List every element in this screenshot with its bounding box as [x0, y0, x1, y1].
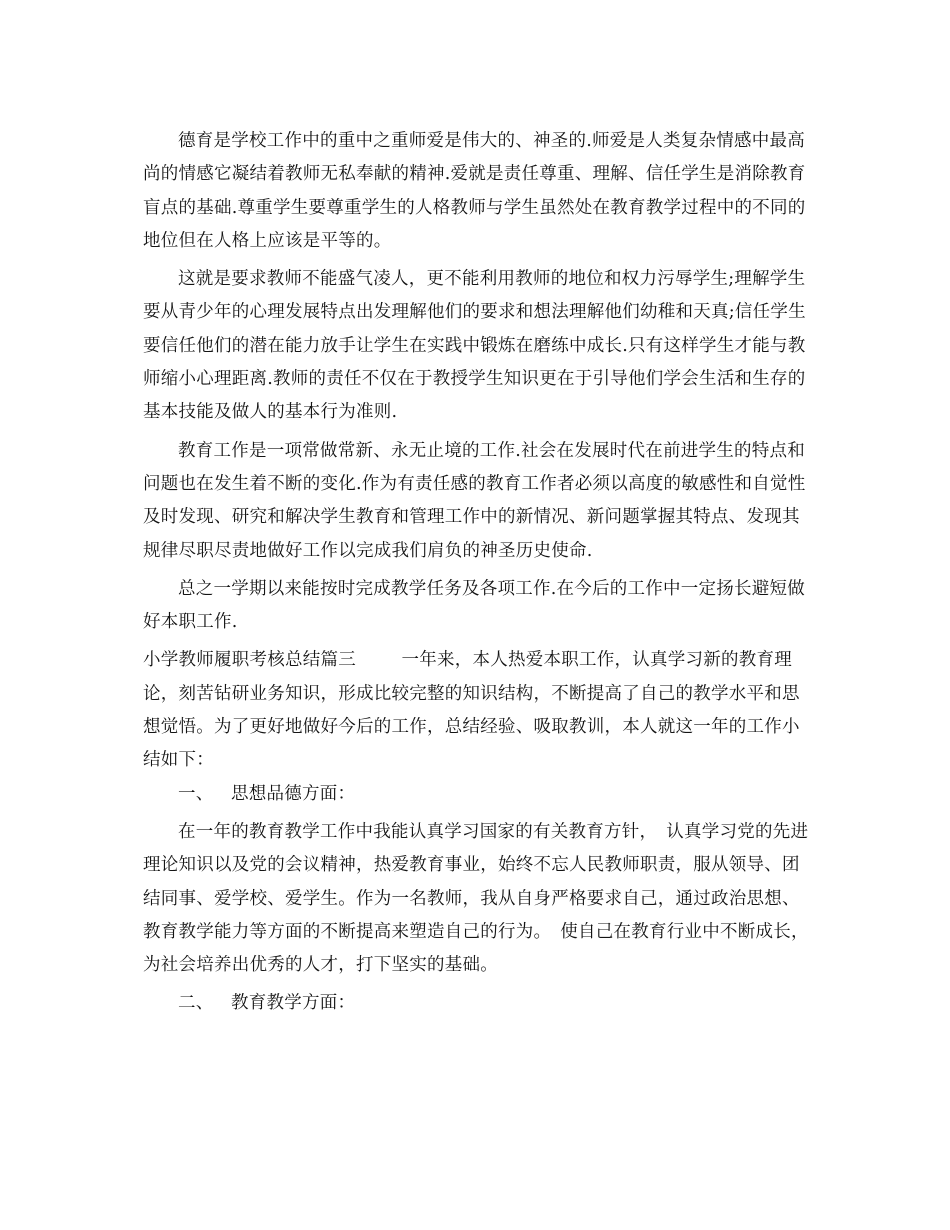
subsection-heading-2 — [143, 987, 809, 1020]
paragraph-education-work: 教育工作是一项常做常新、永无止境的工作.社会在发展时代在前进学生的特点和问题也在发生着不断的变化.作为有责任感的教育工作者必须以高度的敏感性和自觉性及时发现、研究和解决学生教育和管理工作中的新情况、新问题掌握其特点、发现其规律尽职尽责地做好工作以完成我们肩负的神圣历史使命. — [143, 440, 806, 561]
subsection-number-1: 一、 — [178, 783, 214, 804]
paragraph-teacher-requirements: 这就是要求教师不能盛气凌人，更不能利用教师的地位和权力污辱学生;理解学生要从青少年的心理发展特点出发理解他们的要求和想法理解他们幼稚和天真;信任学生要信任他们的潜在能力放手让学生在实践中锻炼在磨练中成长.只有这样学生才能与教师缩小心理距离.教师的责任不仅在于教授学生知识更在于引导他们学会生活和生存的基本技能及做人的基本行为准则. — [143, 269, 806, 423]
subsection-number-2: 二、 — [178, 993, 214, 1014]
paragraph-moral-education: 德育是学校工作中的重中之重师爱是伟大的、神圣的.师爱是人类复杂情感中最高尚的情感它凝结着教师无私奉献的精神.爱就是责任尊重、理解、信任学生是消除教育盲点的基础.尊重学生要尊重学生的人格教师与学生虽然处在教育教学过程中的不同的地位但在人格上应该是平等的。 — [143, 131, 806, 251]
subsection-heading-1 — [143, 778, 809, 811]
paragraph-summary: 总之一学期以来能按时完成教学任务及各项工作.在今后的工作中一定扬长避短做好本职工作. — [143, 578, 806, 633]
section-heading-text: 一年来，本人热爱本职工作，认真学习新的教育理论，刻苦钻研业务知识，形成比较完整的知识结构，不断提高了自己的教学水平和思想觉悟。为了更好地做好今后的工作，总结经验、吸取教训，本人就这一年的工作小结如下： — [143, 650, 800, 771]
section-heading-title: 小学教师履职考核总结篇三 — [143, 650, 356, 671]
section-heading-paragraph — [143, 644, 809, 777]
subsection-title-2: 教育教学方面： — [231, 993, 356, 1014]
paragraph-moral-character: 在一年的教育教学工作中我能认真学习国家的有关教育方针， 认真学习党的先进理论知识以及党的会议精神，热爱教育事业，始终不忘人民教师职责，服从领导、团结同事、爱学校、爱学生。作为一名教师，我从自身严格要求自己，通过政治思想、教育教学能力等方面的不断提高来塑造自己的行为。 使自己在教育行业中不断成长，为社会培养出优秀的人才，打下坚实的基础。 — [143, 821, 809, 976]
subsection-title-1: 思想品德方面： — [231, 783, 356, 804]
document-page — [143, 125, 809, 1026]
